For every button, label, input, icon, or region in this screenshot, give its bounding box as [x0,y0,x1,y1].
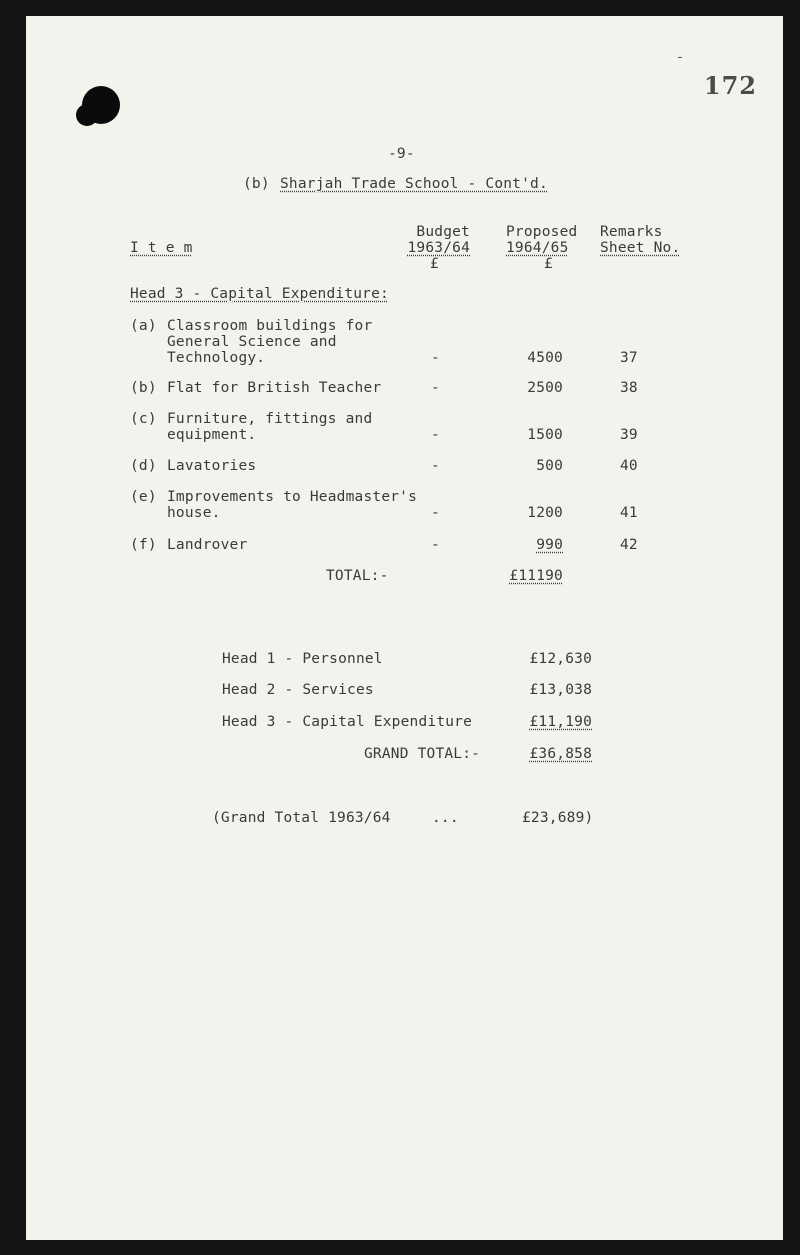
item-proposed: 1200 [527,505,563,521]
column-remarks-line1: Remarks [600,224,663,240]
item-line: house. [167,505,221,521]
item-budget: - [431,537,440,553]
item-label: (d) [130,458,157,474]
prior-total-dots: ... [432,810,459,826]
summary-value: £11,190 [529,714,592,730]
item-line: General Science and [167,334,337,350]
heading-prefix: (b) [243,176,270,192]
prior-total-label: (Grand Total 1963/64 [212,810,391,826]
item-line: equipment. [167,427,257,443]
item-budget: - [431,350,440,366]
item-proposed: 4500 [527,350,563,366]
section-title: Head 3 - Capital Expenditure: [130,286,389,302]
page-number: -9- [388,146,415,162]
item-line: Lavatories [167,458,257,474]
punch-hole-2 [76,104,98,126]
item-proposed: 1500 [527,427,563,443]
summary-label: Head 1 - Personnel [222,651,383,667]
item-label: (a) [130,318,157,334]
grand-total-value: £36,858 [529,746,592,762]
item-budget: - [431,458,440,474]
column-budget-line3: £ [430,256,439,272]
item-proposed: 990 [536,537,563,553]
item-line: Furniture, fittings and [167,411,373,427]
heading-title: Sharjah Trade School - Cont'd. [280,176,548,192]
summary-label: Head 2 - Services [222,682,374,698]
item-proposed: 500 [536,458,563,474]
item-label: (f) [130,537,157,553]
column-proposed-line3: £ [544,256,553,272]
item-budget: - [431,427,440,443]
folio-number: 172 [703,71,757,100]
item-label: (e) [130,489,157,505]
item-line: Flat for British Teacher [167,380,382,396]
item-label: (c) [130,411,157,427]
margin-mark: - [676,50,684,65]
item-sheet: 39 [620,427,638,443]
column-proposed-line2: 1964/65 [506,240,569,256]
summary-value: £13,038 [529,682,592,698]
column-item: I t e m [130,240,193,256]
total-label: TOTAL:- [326,568,389,584]
item-line: Improvements to Headmaster's [167,489,418,505]
item-proposed: 2500 [527,380,563,396]
column-budget-line1: Budget [416,224,470,240]
document-page [26,16,783,1240]
column-budget-line2: 1963/64 [407,240,470,256]
total-value: £11190 [509,568,563,584]
item-sheet: 40 [620,458,638,474]
summary-label: Head 3 - Capital Expenditure [222,714,473,730]
item-budget: - [431,505,440,521]
grand-total-label: GRAND TOTAL:- [364,746,481,762]
column-proposed-line1: Proposed [506,224,578,240]
summary-value: £12,630 [529,651,592,667]
item-line: Technology. [167,350,266,366]
item-sheet: 37 [620,350,638,366]
item-label: (b) [130,380,157,396]
item-line: Classroom buildings for [167,318,373,334]
column-remarks-line2: Sheet No. [600,240,681,256]
item-sheet: 42 [620,537,638,553]
item-line: Landrover [167,537,248,553]
prior-total-value: £23,689) [522,810,594,826]
item-budget: - [431,380,440,396]
item-sheet: 41 [620,505,638,521]
item-sheet: 38 [620,380,638,396]
